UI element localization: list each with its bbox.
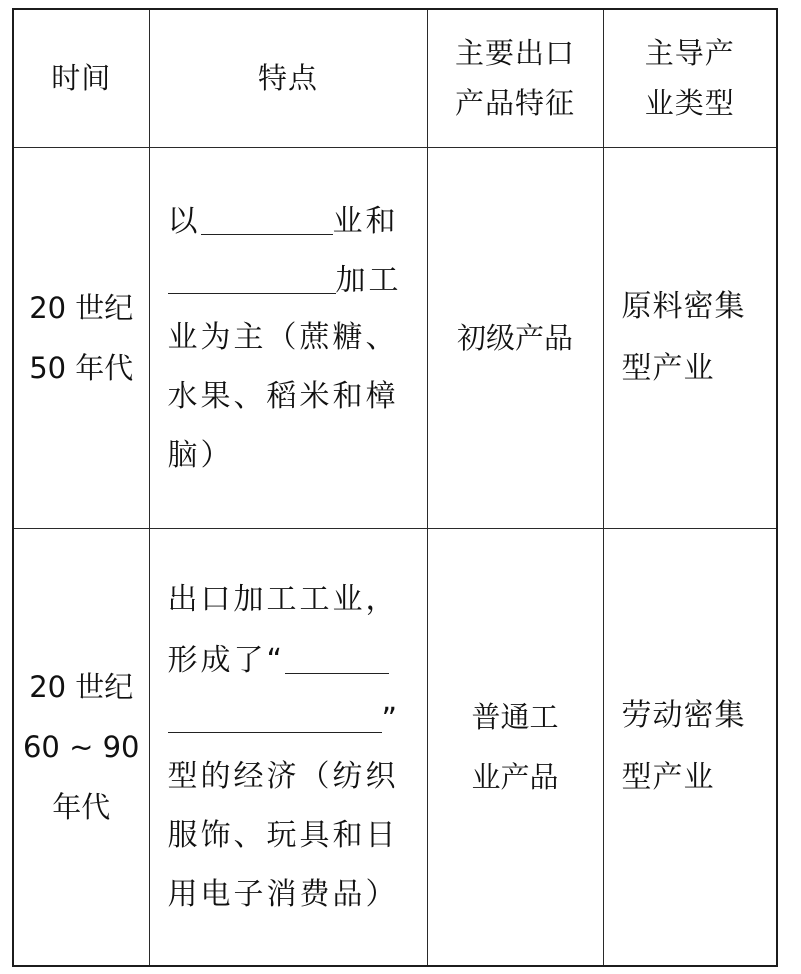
industry-line: 劳动密集	[621, 697, 746, 733]
features-text: 以	[167, 204, 201, 239]
features-line: 业为主（蔗糖、	[167, 320, 399, 355]
header-time	[13, 9, 149, 147]
time-cell-1960s-1990s	[13, 528, 149, 966]
industry-line: 原料密集	[621, 288, 746, 324]
features-line: 型的经济（纺织	[167, 758, 399, 794]
export-cell-1960s-1990s	[427, 528, 603, 966]
header-features-label: 特点	[257, 61, 318, 96]
fill-in-blank[interactable]	[285, 633, 389, 674]
export-line: 业产品	[471, 759, 559, 794]
features-cell-1960s-1990s	[149, 528, 427, 966]
header-time-label: 时间	[51, 61, 112, 96]
time-line: 60 ~ 90	[22, 729, 140, 764]
header-industry-line-1: 主导产	[644, 36, 735, 71]
features-text: 形成了“	[167, 642, 286, 678]
industry-cell-1950s	[603, 147, 777, 528]
header-industry-line-2: 业类型	[644, 86, 735, 121]
industry-table	[12, 8, 778, 967]
header-row	[13, 9, 777, 147]
export-line: 初级产品	[456, 320, 573, 355]
header-export-line-2: 产品特征	[454, 86, 575, 121]
export-line: 普通工	[471, 699, 559, 734]
features-line	[168, 190, 413, 249]
industry-line: 型产业	[621, 759, 715, 795]
time-line: 50 年代	[29, 350, 134, 385]
features-text: 加工	[335, 263, 402, 298]
features-line: 服饰、玩具和日	[167, 817, 399, 853]
features-line: 出口加工工业，	[167, 581, 399, 617]
header-export	[427, 9, 603, 147]
features-cell-1950s	[149, 147, 427, 528]
fill-in-blank[interactable]	[168, 692, 382, 733]
features-line: 用电子消费品）	[167, 876, 399, 912]
features-line	[168, 249, 413, 308]
table-row-1960s-1990s	[13, 528, 777, 966]
header-industry	[603, 9, 777, 147]
fill-in-blank[interactable]	[168, 253, 336, 294]
features-line: 脑）	[167, 438, 234, 473]
features-text: 业和	[332, 204, 399, 239]
features-text: ”	[381, 701, 401, 737]
time-cell-1950s	[13, 147, 149, 528]
time-line: 20 世纪	[29, 290, 134, 325]
features-line	[168, 688, 413, 747]
header-export-line-1: 主要出口	[454, 36, 575, 71]
features-line: 水果、稻米和樟	[167, 379, 399, 414]
features-line	[168, 629, 413, 688]
fill-in-blank[interactable]	[201, 194, 333, 235]
time-line: 年代	[52, 789, 111, 824]
table-row-1950s	[13, 147, 777, 528]
export-cell-1950s	[427, 147, 603, 528]
industry-cell-1960s-1990s	[603, 528, 777, 966]
industry-line: 型产业	[621, 350, 715, 386]
time-line: 20 世纪	[29, 669, 134, 704]
header-features	[149, 9, 427, 147]
